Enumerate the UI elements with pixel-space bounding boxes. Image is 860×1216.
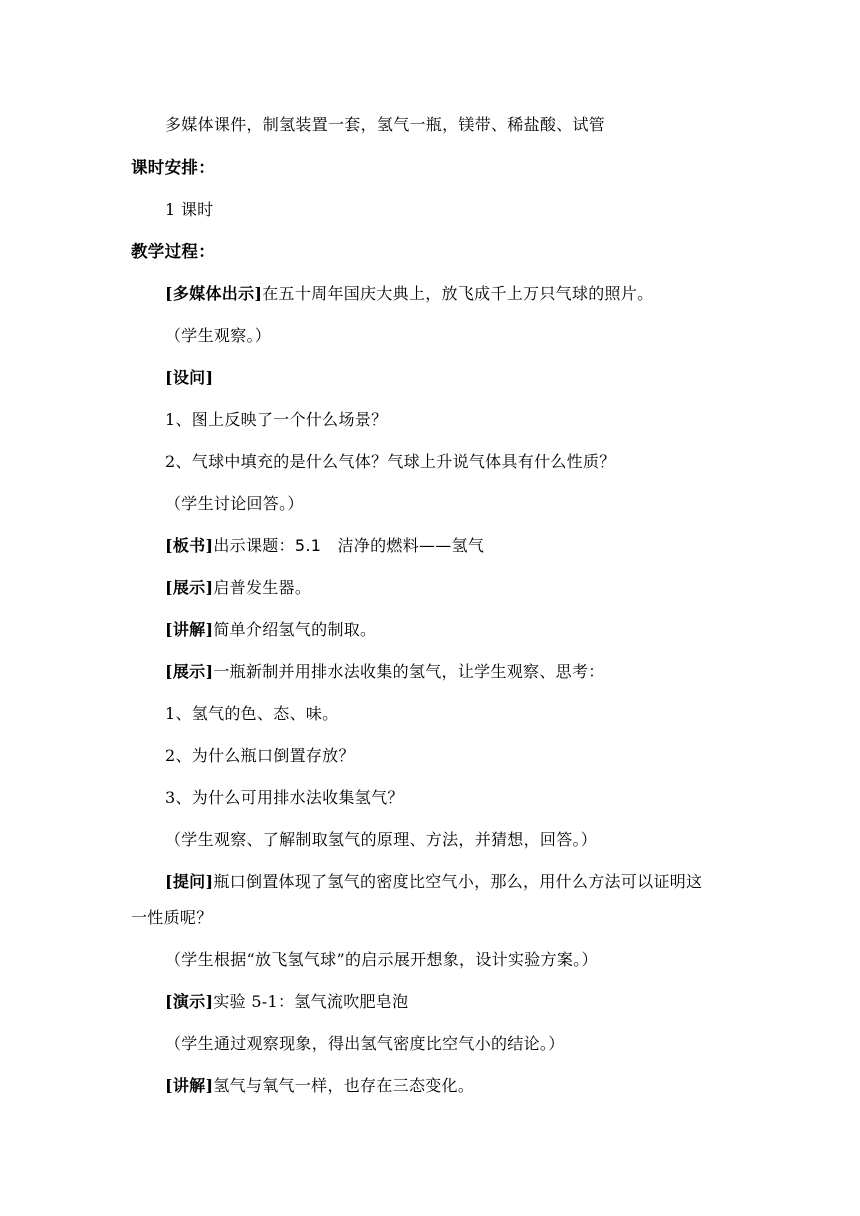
- item-text: （学生根据“放飞氢气球”的启示展开想象，设计实验方案。）: [165, 950, 598, 969]
- item-text: 3、为什么可用排水法收集氢气？: [165, 788, 404, 807]
- process-item: [165, 745, 355, 767]
- item-text: 1、氢气的色、态、味。: [165, 704, 339, 723]
- item-text: 1、图上反映了一个什么场景？: [165, 410, 388, 429]
- process-item: [165, 367, 213, 389]
- process-item: [165, 451, 616, 473]
- section-tag: [展示]: [165, 662, 214, 681]
- item-text: 简单介绍氢气的制取。: [213, 620, 377, 639]
- section-tag: [板书]: [165, 536, 214, 555]
- process-item-continuation: 一性质呢？: [131, 908, 213, 927]
- item-text: （学生观察、了解制取氢气的原理、方法，并猜想，回答。）: [165, 830, 598, 849]
- schedule-heading: 课时安排：: [131, 158, 215, 177]
- item-text: （学生观察。）: [165, 326, 272, 345]
- section-tag: [演示]: [165, 992, 214, 1011]
- process-item: [165, 1033, 565, 1055]
- process-item: [165, 409, 387, 431]
- process-item: [165, 283, 653, 305]
- item-text: 氢气与氧气一样，也存在三态变化。: [213, 1076, 475, 1095]
- process-item: [165, 871, 702, 893]
- item-text: 实验 5-1：氢气流吹肥皂泡: [213, 992, 409, 1011]
- item-text: 2、为什么瓶口倒置存放？: [165, 746, 355, 765]
- item-text: 瓶口倒置体现了氢气的密度比空气小，那么，用什么方法可以证明这: [213, 872, 703, 891]
- section-tag: [设问]: [165, 368, 214, 387]
- item-text: 启普发生器。: [213, 578, 312, 597]
- process-item: [165, 949, 598, 971]
- schedule-value: 1 课时: [165, 200, 214, 219]
- process-item: [165, 619, 376, 641]
- item-text: （学生讨论回答。）: [165, 494, 304, 513]
- process-item: [165, 661, 605, 683]
- item-text: 在五十周年国庆大典上，放飞成千上万只气球的照片。: [262, 284, 654, 303]
- item-text: （学生通过观察现象，得出氢气密度比空气小的结论。）: [165, 1034, 565, 1053]
- item-text: 出示课题：: [213, 536, 295, 555]
- section-tag: [多媒体出示]: [165, 284, 263, 303]
- process-item: [165, 1075, 474, 1097]
- process-heading: 教学过程：: [131, 242, 215, 261]
- process-item: [165, 577, 311, 599]
- section-tag: [提问]: [165, 872, 214, 891]
- process-item: [165, 829, 597, 851]
- lesson-title: 5.1 洁净的燃料——氢气: [294, 536, 485, 555]
- section-tag: [讲解]: [165, 620, 214, 639]
- section-tag: [讲解]: [165, 1076, 214, 1095]
- process-item: [165, 787, 404, 809]
- process-item: [165, 493, 304, 515]
- process-item: [165, 535, 484, 557]
- item-text: 2、气球中填充的是什么气体？气球上升说气体具有什么性质？: [165, 452, 616, 471]
- process-item: [165, 991, 408, 1013]
- item-text: 一瓶新制并用排水法收集的氢气，让学生观察、思考：: [213, 662, 605, 681]
- materials-line: 多媒体课件，制氢装置一套，氢气一瓶，镁带、稀盐酸、试管: [165, 115, 606, 134]
- process-item: [165, 703, 338, 725]
- section-tag: [展示]: [165, 578, 214, 597]
- process-item: [165, 325, 271, 347]
